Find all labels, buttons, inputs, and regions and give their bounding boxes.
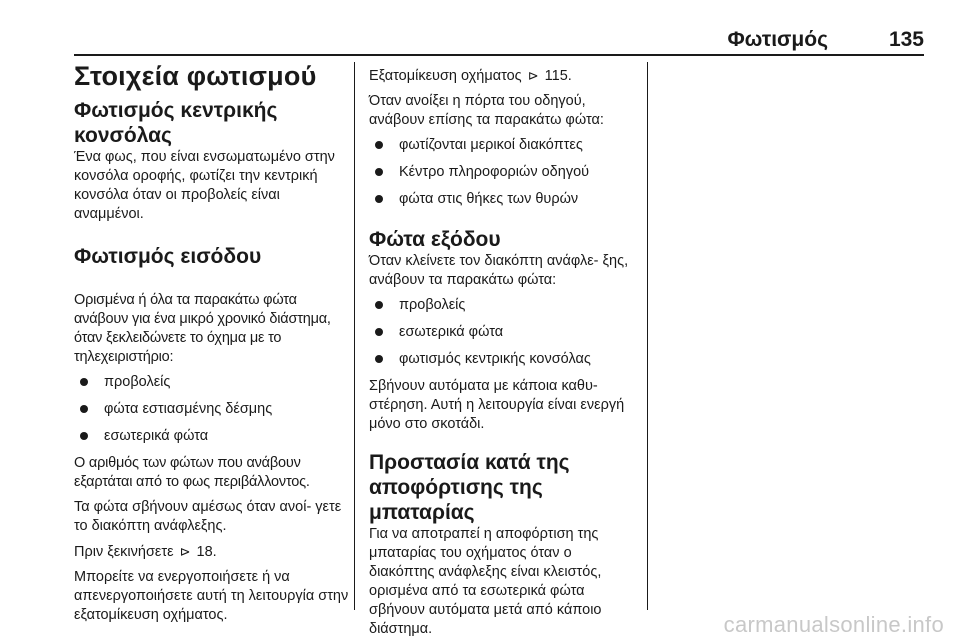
exit-lights-list [369,296,639,369]
page-reference-link[interactable]: 18. [196,544,217,560]
bullet-icon [375,168,383,176]
column-divider-right [647,62,648,610]
list-item: προβολείς [369,296,639,315]
reference-arrow-icon: ⊳ [527,68,539,83]
watermark: carmanualsonline.info [723,612,944,637]
list-item: προβολείς [74,373,352,392]
console-lighting-text: Ένα φως, που είναι ενσωματωμένο στην κονσόλα οροφής, φωτίζει την κεντρική κονσόλα όταν οι προβολείς είναι αναμμένοι. [74,149,335,222]
bullet-icon [375,355,383,363]
list-item: Κέντρο πληροφοριών οδηγού [369,163,639,182]
chapter-title: Φωτισμός [727,28,828,51]
door-lights-list [369,136,639,209]
list-item: φώτα εστιασμένης δέσμης [74,400,352,419]
bullet-icon [80,405,88,413]
entry-lighting-p2: Τα φώτα σβήνουν αμέσως όταν ανοί- γετε το διακόπτη ανάφλεξης. [74,499,342,534]
entry-lighting-intro: Ορισμένα ή όλα τα παρακάτω φώτα ανάβουν για ένα μικρό χρονικό διάστημα, όταν ξεκλειδώνετε το όχημα με το τηλεχειριστήριο: [74,292,331,365]
exit-lighting-intro: Όταν κλείνετε τον διακόπτη ανάφλε- ξης, ανάβουν τα παρακάτω φώτα: [369,253,629,288]
entry-lighting-p1: Ο αριθμός των φώτων που ανάβουν εξαρτάται από το φως περιβάλλοντος. [74,455,310,490]
battery-protection-heading: Προστασία κατά της αποφόρτισης της μπαταρίας [369,451,570,524]
page-header [74,28,924,56]
list-item: εσωτερικά φώτα [369,323,639,342]
console-lighting-heading: Φωτισμός κεντρικής κονσόλας [74,99,278,147]
right-column [369,62,639,637]
bullet-icon [375,328,383,336]
exit-lighting-heading: Φώτα εξόδου [369,228,501,251]
bullet-icon [375,195,383,203]
section-title: Στοιχεία φωτισμού [74,61,317,91]
entry-lighting-heading: Φωτισμός εισόδου [74,245,262,268]
bullet-icon [375,301,383,309]
entry-lighting-p3 [74,542,352,562]
personalisation-reference [369,66,639,86]
page-number: 135 [888,28,924,51]
personalisation-text: Εξατομίκευση οχήματος [369,68,522,84]
reference-arrow-icon: ⊳ [179,544,191,559]
page-reference-link[interactable]: 115. [544,68,572,84]
start-reference-text: Πριν ξεκινήσετε [74,544,174,560]
entry-lights-list [74,373,352,446]
bullet-icon [375,141,383,149]
bullet-icon [80,432,88,440]
list-item: φώτα στις θήκες των θυρών [369,190,639,209]
bullet-icon [80,378,88,386]
list-item: φωτίζονται μερικοί διακόπτες [369,136,639,155]
list-item: φωτισμός κεντρικής κονσόλας [369,350,639,369]
exit-lighting-p2: Σβήνουν αυτόματα με κάποια καθυ- στέρηση. Αυτή η λειτουργία είναι ενεργή μόνο στο σκοτάδι. [369,378,625,432]
door-open-text: Όταν ανοίξει η πόρτα του οδηγού, ανάβουν επίσης τα παρακάτω φώτα: [369,93,604,128]
entry-lighting-p4: Μπορείτε να ενεργοποιήσετε ή να απενεργοποιήσετε αυτή τη λειτουργία στην εξατομίκευση οχήματος. [74,569,349,623]
column-divider-left [354,62,355,610]
battery-protection-text: Για να αποτραπεί η αποφόρτιση της μπαταρίας του οχήματος όταν ο διακόπτης ανάφλεξης είναι κλειστός, ορισμένα από τα εσωτερικά φώτα σβήνουν αυτόματα μετά από κάποιο διάστημα. [369,526,602,637]
left-column [74,61,352,623]
list-item: εσωτερικά φώτα [74,427,352,446]
